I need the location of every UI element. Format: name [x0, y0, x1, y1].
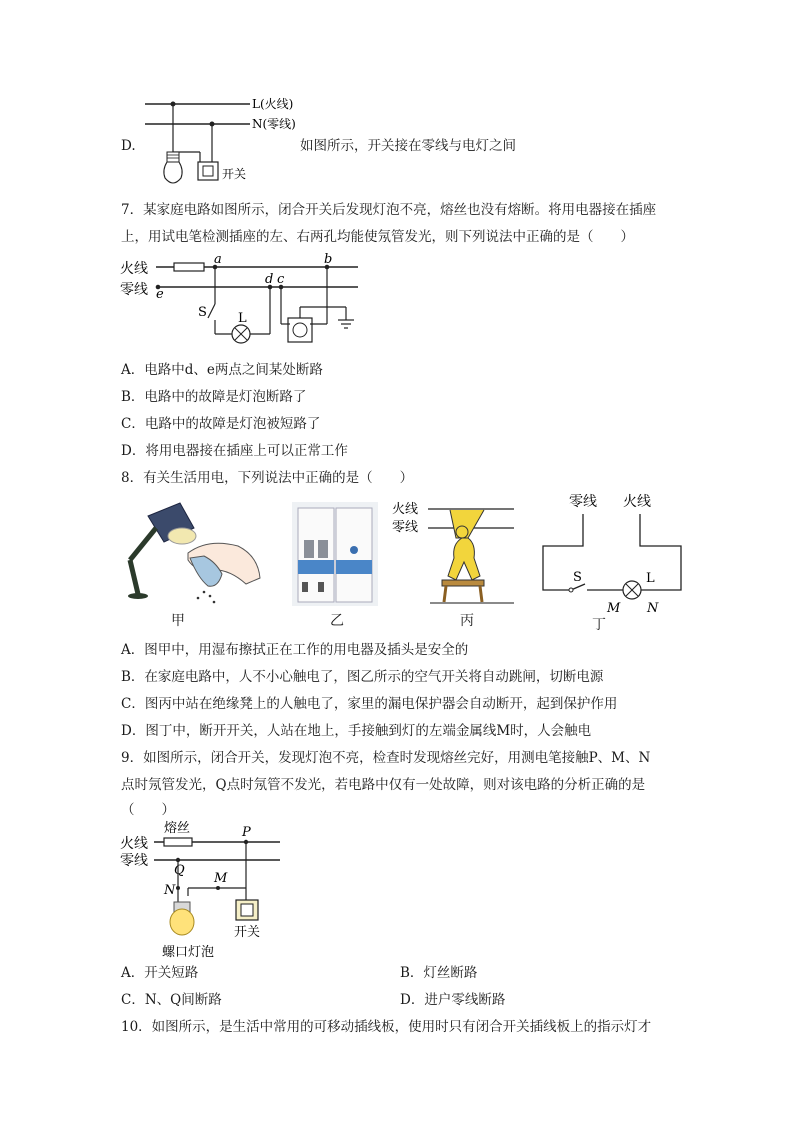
q9-bulb — [170, 909, 194, 935]
q9-bulb-label: 螺口灯泡 — [162, 945, 215, 960]
q8-caption-jia: 甲 — [171, 613, 185, 629]
q7-stem-line1: 7．某家庭电路如图所示，闭合开关后发现灯泡不亮，熔丝也没有熔断。将用电器接在插座 — [121, 202, 657, 218]
q8-ding-live-label: 火线 — [623, 494, 651, 510]
q8-option-a: A．图甲中，用湿布擦拭正在工作的用电器及插头是安全的 — [121, 642, 469, 658]
q8-ding-lamp-label: L — [646, 571, 655, 586]
q6-neutral-label: N(零线) — [252, 117, 296, 131]
q7-circuit-diagram — [118, 252, 368, 352]
q6-circuit-diagram — [140, 90, 310, 190]
q9-neutral-label: 零线 — [120, 853, 148, 869]
q9-option-b: B．灯丝断路 — [400, 965, 478, 981]
q6-option-d-text: 如图所示，开关接在零线与电灯之间 — [300, 138, 516, 154]
q8-caption-yi: 乙 — [330, 613, 344, 629]
q9-live-label: 火线 — [120, 836, 148, 852]
q7-point-a: a — [214, 252, 222, 267]
q8-ding-neutral-label: 零线 — [569, 494, 597, 510]
q8-fig-jia-desk-lamp — [118, 498, 268, 610]
q9-switch-label: 开关 — [234, 925, 261, 940]
q9-stem-line1: 9．如图所示，闭合开关，发现灯泡不亮，检查时发现熔丝完好，用测电笔接触P、M、N — [121, 750, 651, 766]
q9-fuse — [164, 838, 192, 846]
q7-option-b: B．电路中的故障是灯泡断路了 — [121, 389, 307, 405]
q7-option-d: D．将用电器接在插座上可以正常工作 — [121, 443, 348, 459]
q7-point-b: b — [324, 252, 333, 267]
q7-stem-line2: 上，用试电笔检测插座的左、右两孔均能使氖管发光，则下列说法中正确的是（ ） — [121, 229, 634, 245]
q9-option-d: D．进户零线断路 — [400, 992, 506, 1008]
q8-option-b: B．在家庭电路中，人不小心触电了，图乙所示的空气开关将自动跳闸，切断电源 — [121, 669, 604, 685]
q9-fuse-label: 熔丝 — [164, 821, 191, 836]
q9-option-a: A．开关短路 — [121, 965, 199, 981]
q8-ding-point-m: M — [607, 601, 621, 616]
q7-point-d: d — [265, 272, 274, 287]
q7-live-label: 火线 — [120, 261, 148, 277]
q7-socket — [288, 318, 312, 342]
q7-neutral-label: 零线 — [120, 282, 148, 298]
q7-switch-label: S — [198, 305, 207, 320]
q8-ding-point-n: N — [647, 601, 659, 616]
q8-option-d: D．图丁中，断开开关，人站在地上，手接触到灯的左端金属线M时，人会触电 — [121, 723, 592, 739]
q9-point-n: N — [164, 883, 176, 898]
q7-point-e: e — [156, 287, 164, 302]
q6-option-d-letter: D. — [121, 138, 136, 154]
q7-lamp-label: L — [238, 311, 247, 326]
q8-bing-live-label: 火线 — [392, 502, 419, 517]
q8-stem: 8．有关生活用电，下列说法中正确的是（ ） — [121, 470, 414, 486]
q7-point-c: c — [277, 272, 285, 287]
q9-point-p: P — [242, 825, 251, 840]
q6-switch-label: 开关 — [222, 167, 247, 181]
q7-option-a: A．电路中d、e两点之间某处断路 — [121, 362, 323, 378]
q8-bing-neutral-label: 零线 — [392, 520, 419, 535]
q6-live-label: L(火线) — [252, 97, 294, 111]
q7-option-c: C．电路中的故障是灯泡被短路了 — [121, 416, 321, 432]
q9-option-c: C．N、Q间断路 — [121, 992, 222, 1008]
q9-point-q: Q — [174, 863, 185, 878]
q9-circuit-diagram — [118, 818, 298, 966]
q8-fig-yi-air-switch — [292, 502, 380, 608]
q8-fig-ding-circuit — [535, 490, 695, 616]
q8-ding-switch-label: S — [573, 570, 582, 585]
q8-caption-bing: 丙 — [460, 613, 474, 629]
q9-stem-line2: 点时氖管发光，Q点时氖管不发光，若电路中仅有一处故障，则对该电路的分析正确的是 — [121, 777, 646, 793]
q10-stem-line1: 10．如图所示，是生活中常用的可移动插线板，使用时只有闭合开关插线板上的指示灯才 — [121, 1019, 652, 1035]
q7-fuse — [174, 263, 204, 271]
q9-point-m: M — [214, 871, 228, 886]
q8-caption-ding: 丁 — [592, 617, 606, 633]
q8-fig-bing-person-on-stool — [390, 498, 520, 608]
q9-stem-line3: （ ） — [121, 802, 175, 818]
q8-option-c: C．图丙中站在绝缘凳上的人触电了，家里的漏电保护器会自动断开，起到保护作用 — [121, 696, 618, 712]
